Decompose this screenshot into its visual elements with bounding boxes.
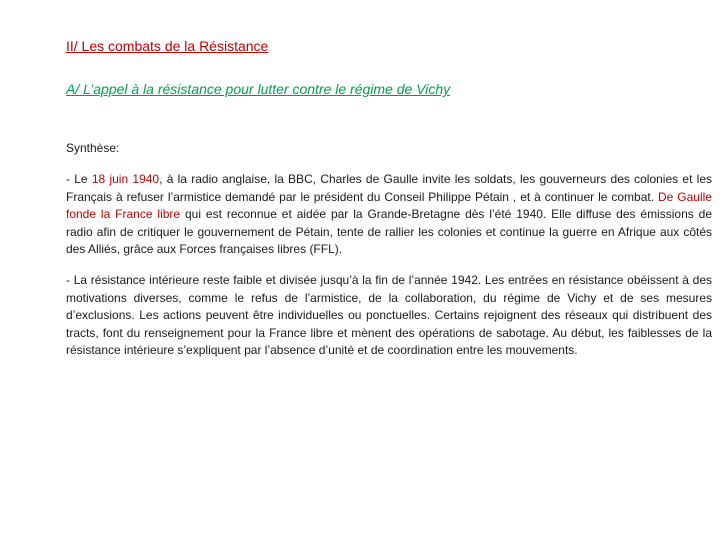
paragraph1-part3: qui est reconnue et aidée par la Grande-Bretagne dès l’été 1940. Elle diffuse des émissions de radio afin de critiquer le gouvernement de Pétain, tente de rallier les colonies et continue la guerre en Afrique aux côtés des Alliés, grâce aux Forces françaises libres (FFL). [66,207,712,256]
france-libre-highlight: De Gaulle fonde la France libre [66,189,712,221]
paragraph1-part2: , à la radio anglaise, la BBC, Charles de Gaulle invite les soldats, les gouverneurs des colonies et les Français à refuser l’armistice demandé par le président du Conseil Philippe Pétain , et à continuer le combat. [66,172,713,204]
section-title: II/ Les combats de la Résistance [66,38,269,54]
date-18-juin-highlight: 18 juin 1940 [91,172,160,186]
paragraph-resistance-interieure: - La résistance intérieure reste faible et divisée jusqu’à la fin de l’année 1942. Les entrées en résistance obéissent à des motivations diverses, comme le refus de l’armistice, de la collaboration, du régime de Vichy et de ses mesures d’exclusions. Les actions peuvent être individuelles ou ponctuelles. Certains rejoignent des réseaux qui distribuent des tracts, font du renseignement pour la France libre et mènent des opérations de sabotage. Au début, les faiblesses de la résistance intérieure s’expliquent par l’absence d’unité et de coordination entre les mouvements. [66,273,712,357]
paragraph-appel-18-juin [66,171,712,259]
synthese-label: Synthèse: [66,141,120,155]
section-subtitle: A/ L’appel à la résistance pour lutter contre le régime de Vichy [66,81,451,97]
paragraph1-part1: - Le [66,172,92,186]
